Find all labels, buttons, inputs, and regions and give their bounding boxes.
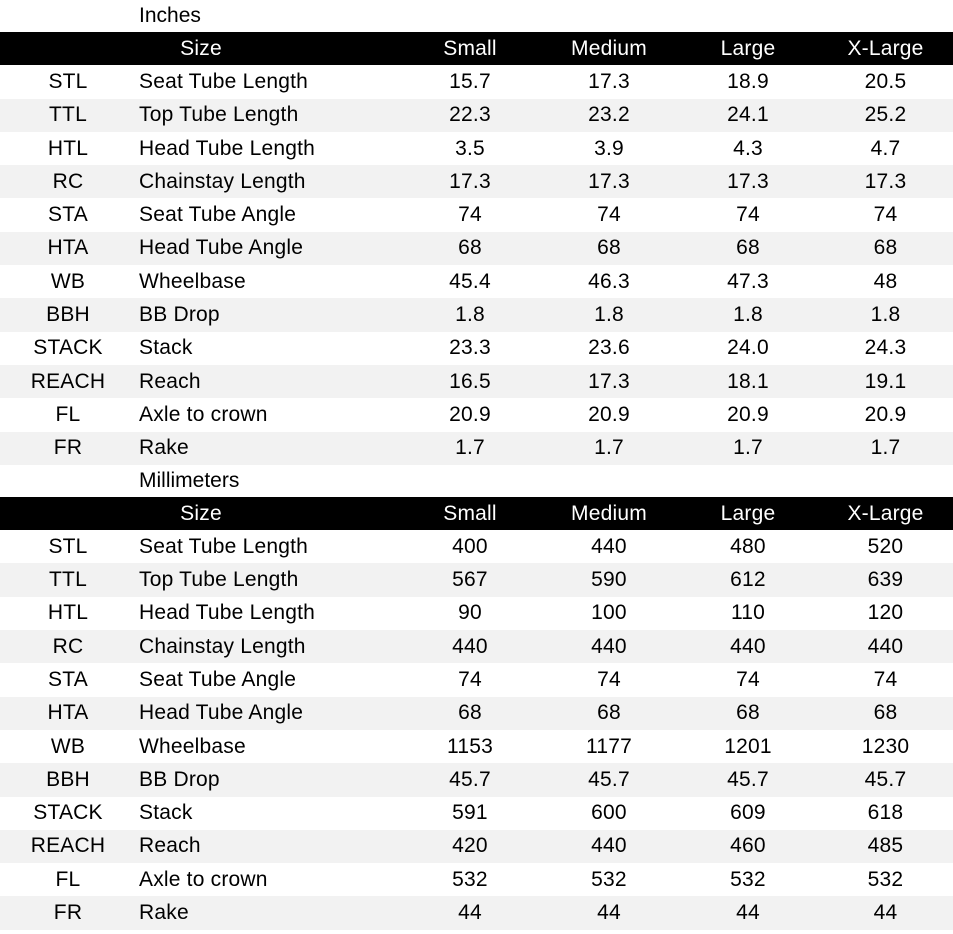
- row-abbreviation: HTA: [47, 701, 89, 725]
- section-title-label: Millimeters: [139, 468, 240, 492]
- value-x-large: 440: [867, 634, 904, 658]
- header-row: [0, 32, 953, 65]
- value-medium: 1177: [586, 734, 632, 758]
- row-measurement-name: Reach: [139, 369, 201, 393]
- table-row: [0, 630, 953, 663]
- value-large: 20.9: [727, 402, 769, 426]
- row-measurement-name: Head Tube Length: [139, 136, 316, 160]
- table-row: [0, 165, 953, 198]
- row-abbreviation: RC: [52, 634, 84, 658]
- value-x-large: 639: [867, 568, 904, 592]
- row-measurement-name: Seat Tube Length: [139, 534, 309, 558]
- row-measurement-name: Axle to crown: [139, 867, 268, 891]
- table-row: [0, 863, 953, 896]
- row-abbreviation: STA: [48, 203, 88, 227]
- value-large: 18.1: [727, 369, 769, 393]
- value-medium: 1.7: [594, 436, 624, 460]
- row-measurement-name: Wheelbase: [139, 734, 246, 758]
- table-row: [0, 830, 953, 863]
- table-row: [0, 198, 953, 231]
- value-x-large: 485: [867, 834, 904, 858]
- value-x-large: 20.9: [864, 402, 907, 426]
- table-row: [0, 432, 953, 465]
- header-size-large: Large: [720, 36, 776, 60]
- value-x-large: 74: [873, 203, 898, 227]
- value-x-large: 1230: [861, 734, 910, 758]
- row-abbreviation: STL: [48, 534, 88, 558]
- table-row: [0, 332, 953, 365]
- value-large: 440: [730, 634, 766, 658]
- table-row: [0, 563, 953, 596]
- value-small: 23.3: [449, 336, 491, 360]
- value-x-large: 520: [867, 534, 904, 558]
- value-small: 74: [458, 203, 482, 227]
- table-row: [0, 730, 953, 763]
- value-medium: 100: [591, 601, 627, 625]
- row-abbreviation: FR: [53, 901, 83, 925]
- table-row: [0, 697, 953, 730]
- table-row: [0, 99, 953, 132]
- row-measurement-name: Stack: [139, 336, 193, 360]
- row-measurement-name: Rake: [139, 436, 189, 460]
- value-large: 68: [736, 701, 760, 725]
- value-medium: 45.7: [588, 767, 630, 791]
- header-size-small: Small: [443, 501, 497, 525]
- value-x-large: 48: [873, 269, 898, 293]
- table-row: [0, 530, 953, 563]
- header-size-x-large: X-Large: [847, 501, 924, 525]
- table-row: [0, 298, 953, 331]
- value-x-large: 4.7: [870, 136, 901, 160]
- value-small: 22.3: [449, 103, 491, 127]
- value-small: 420: [452, 834, 488, 858]
- row-measurement-name: Top Tube Length: [139, 103, 299, 127]
- value-small: 44: [458, 901, 482, 925]
- value-large: 460: [730, 834, 766, 858]
- value-large: 45.7: [727, 767, 769, 791]
- row-measurement-name: Chainstay Length: [139, 634, 306, 658]
- value-medium: 17.3: [588, 169, 630, 193]
- value-medium: 532: [591, 867, 627, 891]
- value-x-large: 1.8: [870, 303, 901, 327]
- value-large: 24.1: [727, 103, 769, 127]
- value-large: 68: [736, 236, 760, 260]
- value-large: 74: [736, 203, 760, 227]
- header-size-medium: Medium: [571, 501, 647, 525]
- value-x-large: 25.2: [864, 103, 907, 127]
- value-large: 18.9: [727, 69, 769, 93]
- row-abbreviation: REACH: [30, 834, 106, 858]
- value-small: 567: [452, 568, 488, 592]
- value-medium: 20.9: [588, 402, 630, 426]
- value-x-large: 44: [873, 901, 898, 925]
- value-x-large: 19.1: [864, 369, 907, 393]
- row-measurement-name: Stack: [139, 801, 193, 825]
- value-small: 1.7: [455, 436, 485, 460]
- value-medium: 46.3: [588, 269, 630, 293]
- value-small: 15.7: [449, 69, 491, 93]
- section-title-millimeters: [0, 465, 953, 497]
- row-abbreviation: STL: [48, 69, 88, 93]
- section-title-inches: [0, 0, 953, 32]
- value-medium: 17.3: [588, 69, 630, 93]
- value-x-large: 68: [873, 701, 898, 725]
- value-x-large: 17.3: [864, 169, 907, 193]
- value-x-large: 74: [873, 667, 898, 691]
- value-small: 400: [452, 534, 488, 558]
- value-medium: 3.9: [594, 136, 624, 160]
- row-abbreviation: WB: [50, 269, 86, 293]
- row-measurement-name: Head Tube Length: [139, 601, 316, 625]
- row-abbreviation: STACK: [33, 801, 103, 825]
- value-large: 24.0: [727, 336, 769, 360]
- value-x-large: 68: [873, 236, 898, 260]
- row-measurement-name: Seat Tube Angle: [139, 667, 297, 691]
- value-small: 20.9: [449, 402, 491, 426]
- value-small: 45.4: [449, 269, 491, 293]
- row-measurement-name: Wheelbase: [139, 269, 246, 293]
- value-large: 609: [730, 801, 766, 825]
- value-large: 74: [736, 667, 760, 691]
- value-medium: 44: [597, 901, 621, 925]
- value-medium: 68: [597, 701, 621, 725]
- header-size-label: Size: [180, 501, 222, 525]
- value-medium: 23.6: [588, 336, 630, 360]
- value-small: 16.5: [449, 369, 491, 393]
- row-measurement-name: BB Drop: [139, 303, 220, 327]
- value-small: 3.5: [455, 136, 485, 160]
- value-x-large: 45.7: [864, 767, 907, 791]
- value-large: 44: [736, 901, 760, 925]
- row-abbreviation: TTL: [49, 103, 87, 127]
- value-medium: 440: [591, 634, 627, 658]
- header-size-x-large: X-Large: [847, 36, 924, 60]
- value-small: 45.7: [449, 767, 491, 791]
- value-small: 68: [458, 236, 482, 260]
- table-row: [0, 896, 953, 929]
- row-abbreviation: TTL: [49, 568, 87, 592]
- value-large: 47.3: [727, 269, 769, 293]
- value-small: 90: [458, 601, 482, 625]
- value-large: 1201: [724, 734, 772, 758]
- value-medium: 68: [597, 236, 621, 260]
- header-size-label: Size: [180, 36, 222, 60]
- table-row: [0, 365, 953, 398]
- row-measurement-name: Chainstay Length: [139, 169, 306, 193]
- value-medium: 590: [591, 568, 627, 592]
- header-size-medium: Medium: [571, 36, 647, 60]
- value-x-large: 24.3: [864, 336, 907, 360]
- row-abbreviation: REACH: [30, 369, 106, 393]
- value-large: 1.7: [733, 436, 763, 460]
- value-small: 591: [452, 801, 488, 825]
- section-title-label: Inches: [139, 4, 201, 27]
- value-large: 110: [730, 601, 766, 625]
- value-x-large: 120: [867, 601, 904, 625]
- value-x-large: 20.5: [864, 69, 907, 93]
- row-measurement-name: Reach: [139, 834, 201, 858]
- table-row: [0, 398, 953, 431]
- row-measurement-name: Rake: [139, 901, 189, 925]
- row-abbreviation: HTL: [47, 601, 89, 625]
- value-large: 1.8: [733, 303, 763, 327]
- header-row: [0, 497, 953, 530]
- value-large: 4.3: [733, 136, 763, 160]
- value-medium: 23.2: [588, 103, 630, 127]
- value-medium: 74: [597, 667, 621, 691]
- value-small: 68: [458, 701, 482, 725]
- value-medium: 17.3: [588, 369, 630, 393]
- table-row: [0, 763, 953, 796]
- table-row: [0, 132, 953, 165]
- value-medium: 440: [591, 834, 627, 858]
- table-row: [0, 797, 953, 830]
- row-abbreviation: BBH: [46, 303, 90, 327]
- header-size-large: Large: [720, 501, 776, 525]
- value-large: 17.3: [727, 169, 769, 193]
- row-abbreviation: FR: [53, 436, 83, 460]
- row-abbreviation: HTL: [47, 136, 89, 160]
- row-measurement-name: Top Tube Length: [139, 568, 299, 592]
- value-medium: 440: [591, 534, 627, 558]
- header-size-small: Small: [443, 36, 497, 60]
- value-medium: 1.8: [594, 303, 624, 327]
- row-measurement-name: Seat Tube Length: [139, 69, 309, 93]
- row-abbreviation: STA: [48, 667, 88, 691]
- value-x-large: 618: [867, 801, 904, 825]
- value-large: 480: [730, 534, 766, 558]
- value-medium: 74: [597, 203, 621, 227]
- table-row: [0, 232, 953, 265]
- row-measurement-name: BB Drop: [139, 767, 220, 791]
- row-abbreviation: RC: [52, 169, 84, 193]
- value-large: 612: [730, 568, 766, 592]
- value-small: 1153: [447, 734, 493, 758]
- row-abbreviation: HTA: [47, 236, 89, 260]
- value-small: 17.3: [449, 169, 491, 193]
- table-row: [0, 663, 953, 696]
- value-x-large: 532: [867, 867, 904, 891]
- value-small: 440: [452, 634, 488, 658]
- table-row: [0, 265, 953, 298]
- row-measurement-name: Head Tube Angle: [139, 236, 304, 260]
- row-abbreviation: WB: [50, 734, 86, 758]
- value-small: 74: [458, 667, 482, 691]
- value-large: 532: [730, 867, 766, 891]
- row-measurement-name: Axle to crown: [139, 402, 268, 426]
- row-abbreviation: STACK: [33, 336, 103, 360]
- table-row: [0, 597, 953, 630]
- row-measurement-name: Seat Tube Angle: [139, 203, 297, 227]
- row-measurement-name: Head Tube Angle: [139, 701, 304, 725]
- value-small: 1.8: [455, 303, 485, 327]
- row-abbreviation: FL: [55, 402, 81, 426]
- row-abbreviation: BBH: [46, 767, 90, 791]
- value-medium: 600: [591, 801, 627, 825]
- row-abbreviation: FL: [55, 867, 81, 891]
- value-x-large: 1.7: [870, 436, 901, 460]
- value-small: 532: [452, 867, 488, 891]
- table-row: [0, 65, 953, 98]
